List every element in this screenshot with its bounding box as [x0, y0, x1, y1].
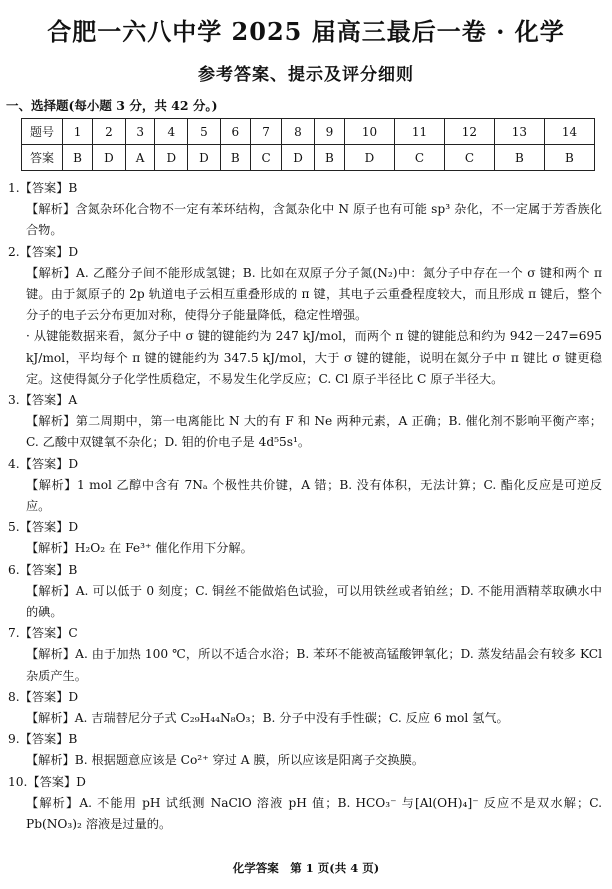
list-item — [8, 517, 602, 538]
table-cell: D — [155, 145, 188, 171]
table-cell: D — [344, 145, 394, 171]
question-number: 7. — [8, 626, 20, 641]
answer-line: 【答案】D — [19, 244, 79, 259]
answer-line: 【答案】B — [19, 562, 78, 577]
table-cell: C — [250, 145, 281, 171]
answer-line: 【答案】A — [19, 393, 78, 408]
explanation: 【解析】第二周期中，第一电离能比 N 大的有 F 和 Ne 两种元素，A 正确；B. 催化剂不影响平衡产率；C. 乙酸中双键氧不杂化；D. 钼的价电子是 4d⁵5s¹。 — [26, 414, 602, 450]
table-cell: B — [63, 145, 93, 171]
list-item — [8, 623, 602, 644]
explanation: 【解析】A. 由于加热 100 ℃，所以不适合水浴；B. 苯环不能被高锰酸钾氧化；D. 蒸发结晶会有较多 KCl 杂质产生。 — [26, 647, 602, 683]
explanation: 【解析】1 mol 乙醇中含有 7Nₐ 个极性共价键，A 错；B. 没有体积，无法计算；C. 酯化反应是可逆反应。 — [26, 477, 602, 514]
question-number: 1. — [8, 181, 20, 195]
table-cell: 3 — [125, 119, 155, 145]
explanation: 【解析】A. 可以低于 0 刻度；C. 铜丝不能做焰色试验，可以用铁丝或者铂丝；D. 不能用酒精萃取碘水中的碘。 — [26, 583, 602, 620]
page-subtitle: 参考答案、提示及评分细则 — [198, 65, 414, 85]
table-cell: B — [314, 145, 344, 171]
table-cell: 13 — [494, 119, 544, 145]
explanations — [8, 178, 602, 835]
explanation: 【解析】A. 吉瑞替尼分子式 C₂₉H₄₄N₈O₃；B. 分子中没有手性碳；C. 反应 6 mol 氢气。 — [26, 711, 509, 726]
page-footer: 化学答案 第 1 页(共 4 页) — [232, 861, 380, 875]
explanation: 【解析】B. 根据题意应该是 Co²⁺ 穿过 A 膜，所以应该是阳离子交换膜。 — [26, 753, 425, 768]
table-cell: D — [93, 145, 126, 171]
answer-line: 【答案】B — [19, 732, 78, 747]
table-cell: 2 — [93, 119, 126, 145]
table-cell: B — [544, 145, 594, 171]
table-cell: 6 — [220, 119, 250, 145]
table-cell: 1 — [63, 119, 93, 145]
row-label-answer: 答案 — [22, 145, 63, 171]
question-number-row — [22, 119, 595, 145]
question-number: 2. — [8, 244, 20, 259]
explanation: · 从键能数据来看，氮分子中 σ 键的键能约为 247 kJ/mol，而两个 π 键的键能总和约为 942－247=695 kJ/mol，平均每个 π 键的键能约为 347.5 kJ/mol，大于 σ 键的键能，说明在氮分子中 π 键比 σ 键更稳定。这使得氮分子化学性质稳定，不易发生化学反应；C. Cl 原子半径比 C 原子半径大。 — [26, 329, 602, 386]
table-cell: C — [444, 145, 494, 171]
list-item — [8, 242, 602, 263]
list-item — [8, 729, 602, 750]
table-cell: 11 — [394, 119, 444, 145]
row-label-question: 题号 — [22, 119, 63, 145]
table-cell: C — [394, 145, 444, 171]
table-cell: 10 — [344, 119, 394, 145]
question-number: 6. — [8, 562, 20, 577]
list-item — [8, 390, 602, 411]
table-cell: 5 — [188, 119, 221, 145]
question-number: 8. — [8, 689, 20, 704]
explanation: 【解析】A. 不能用 pH 试纸测 NaClO 溶液 pH 值；B. HCO₃⁻ 与[Al(OH)₄]⁻ 反应不是双水解；C. Pb(NO₃)₂ 溶液是过量的。 — [26, 795, 602, 832]
question-number: 4. — [8, 456, 20, 471]
table-cell: 8 — [282, 119, 315, 145]
list-item — [8, 772, 602, 793]
list-item — [8, 178, 602, 199]
table-cell: 9 — [314, 119, 344, 145]
table-cell: 14 — [544, 119, 594, 145]
list-item — [8, 454, 602, 475]
list-item — [8, 560, 602, 581]
answer-row — [22, 145, 595, 171]
answer-line: 【答案】D — [19, 520, 79, 535]
explanation: 【解析】H₂O₂ 在 Fe³⁺ 催化作用下分解。 — [26, 541, 253, 556]
answer-line: 【答案】D — [19, 456, 79, 471]
answer-line: 【答案】C — [19, 626, 78, 641]
question-number: 10. — [8, 774, 28, 789]
section-heading: 一、选择题(每小题 3 分，共 42 分。) — [6, 98, 218, 113]
table-cell: D — [188, 145, 221, 171]
table-cell: 12 — [444, 119, 494, 145]
table-cell: B — [494, 145, 544, 171]
answer-table — [21, 118, 595, 171]
question-number: 9. — [8, 732, 20, 747]
table-cell: B — [220, 145, 250, 171]
table-cell: D — [282, 145, 315, 171]
list-item — [8, 687, 602, 708]
table-cell: A — [125, 145, 155, 171]
answer-line: 【答案】B — [19, 181, 78, 195]
answer-line: 【答案】D — [27, 774, 86, 789]
table-cell: 7 — [250, 119, 281, 145]
question-number: 5. — [8, 520, 20, 535]
answer-line: 【答案】D — [19, 689, 79, 704]
explanation: 【解析】A. 乙醛分子间不能形成氢键；B. 比如在双原子分子氮(N₂)中：氮分子中存在一个 σ 键和两个 π 键。由于氮原子的 2p 轨道电子云相互重叠形成的 π 键，其电子云重叠程度较大，而且形成 π 键后，整个分子的电子云分布更加对称，使得分子能量降低，稳定性增强。 — [26, 265, 602, 323]
table-cell: 4 — [155, 119, 188, 145]
explanation: 【解析】含氮杂环化合物不一定有苯环结构，含氮杂化中 N 原子也有可能 sp³ 杂化，不一定属于芳香族化合物。 — [26, 202, 602, 238]
page-title: 合肥一六八中学 2025 届高三最后一卷 · 化学 — [47, 17, 565, 46]
question-number: 3. — [8, 393, 20, 408]
